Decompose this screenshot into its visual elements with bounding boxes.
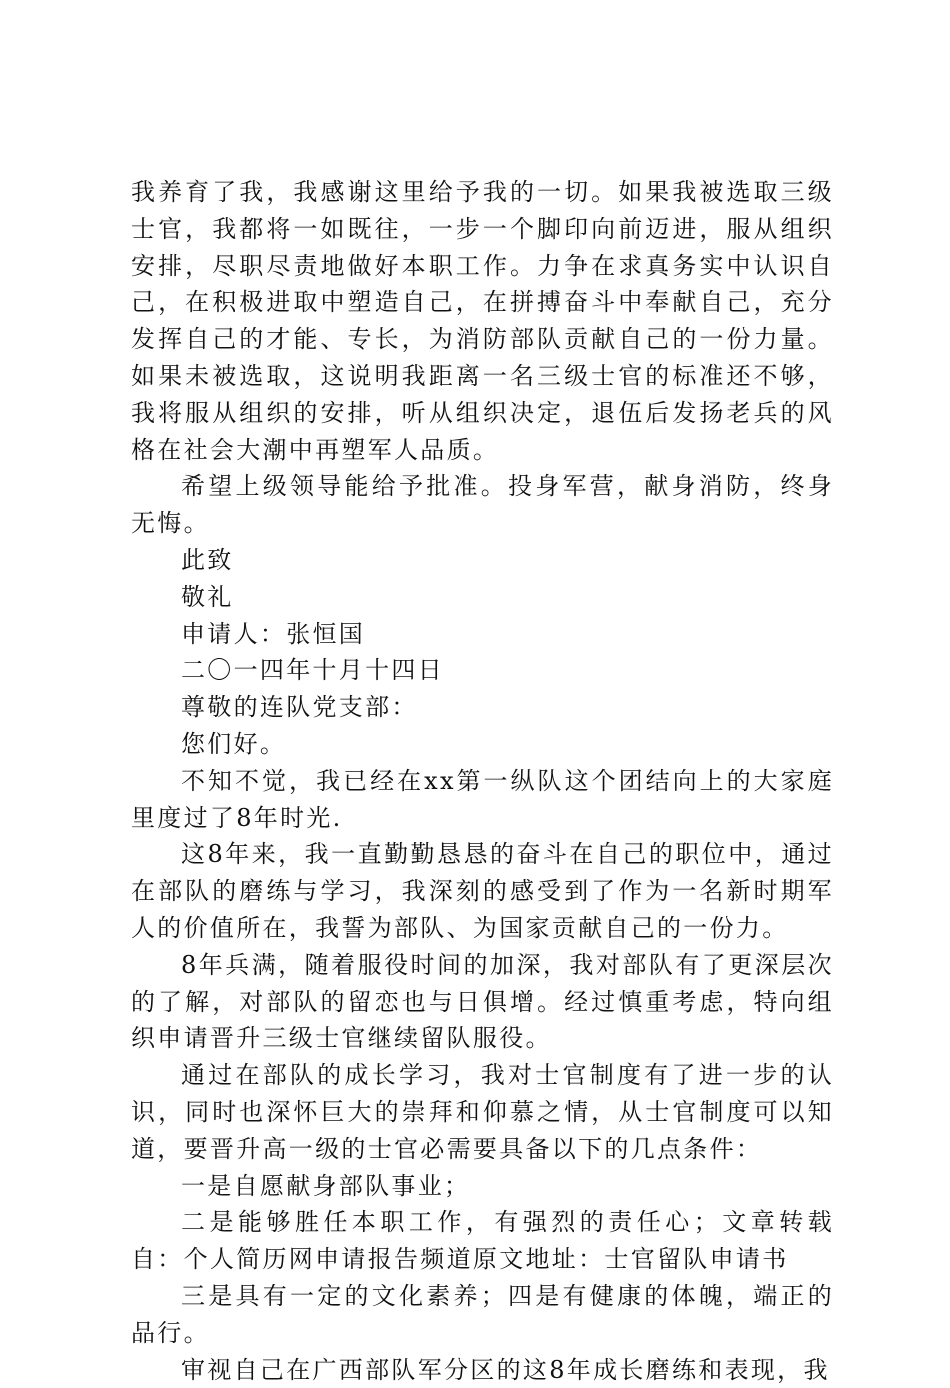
closing-salutation: 此致 [131,542,834,579]
paragraph-nco-system: 通过在部队的成长学习，我对士官制度有了进一步的认识，同时也深怀巨大的崇拜和仰慕之情，从士官制度可以知道，要晋升高一级的士官必需要具备以下的几点条件： [131,1057,834,1167]
closing-regards: 敬礼 [131,579,834,616]
letter-date: 二〇一四年十月十四日 [131,652,834,689]
applicant-signature: 申请人：张恒国 [131,616,834,653]
condition-item-3-4: 三是具有一定的文化素养；四是有健康的体魄，端正的品行。 [131,1278,834,1352]
paragraph-approval-hope: 希望上级领导能给予批准。投身军营，献身消防，终身无悔。 [131,468,834,542]
letter-recipient: 尊敬的连队党支部： [131,689,834,726]
document-body [131,174,834,1388]
paragraph-service-duration: 不知不觉，我已经在xx第一纵队这个团结向上的大家庭里度过了8年时光. [131,763,834,837]
paragraph-self-review: 审视自己在广西部队军分区的这8年成长磨练和表现，我 [131,1352,834,1388]
paragraph-gratitude-pledge: 我养育了我，我感谢这里给予我的一切。如果我被选取三级士官，我都将一如既往，一步一个脚印向前迈进，服从组织安排，尽职尽责地做好本职工作。力争在求真务实中认识自己，在积极进取中塑造自己，在拼搏奋斗中奉献自己，充分发挥自己的才能、专长，为消防部队贡献自己的一份力量。如果未被选取，这说明我距离一名三级士官的标准还不够，我将服从组织的安排，听从组织决定，退伍后发扬老兵的风格在社会大潮中再塑军人品质。 [131,174,834,468]
letter-greeting: 您们好。 [131,726,834,763]
paragraph-application-request: 8年兵满，随着服役时间的加深，我对部队有了更深层次的了解，对部队的留恋也与日俱增。经过慎重考虑，特向组织申请晋升三级士官继续留队服役。 [131,947,834,1057]
condition-item-2: 二是能够胜任本职工作，有强烈的责任心；文章转载自：个人简历网申请报告频道原文地址：士官留队申请书 [131,1204,834,1278]
condition-item-1: 一是自愿献身部队事业； [131,1168,834,1205]
paragraph-eight-years: 这8年来，我一直勤勤恳恳的奋斗在自己的职位中，通过在部队的磨练与学习，我深刻的感受到了作为一名新时期军人的价值所在，我誓为部队、为国家贡献自己的一份力。 [131,836,834,946]
